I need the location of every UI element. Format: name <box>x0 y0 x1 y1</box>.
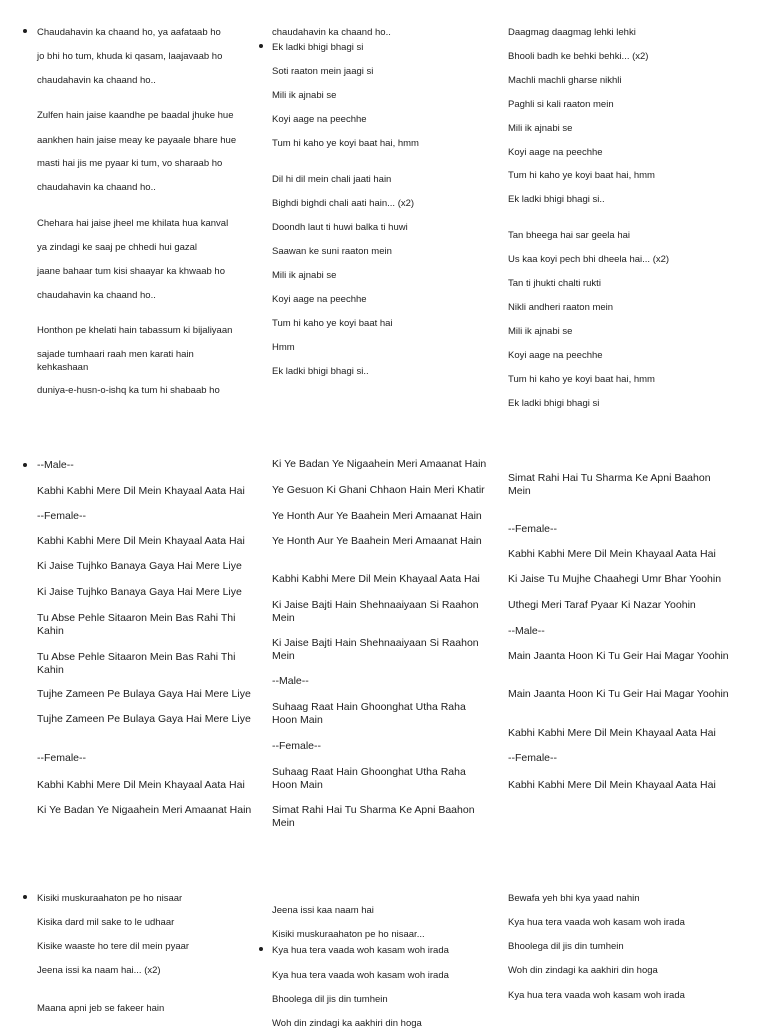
lyric-line: Bhooli badh ke behki behki... (x2) <box>508 51 649 62</box>
lyric-line: Doondh laut ti huwi balka ti huwi <box>272 222 408 233</box>
lyric-line: Simat Rahi Hai Tu Sharma Ke Apni Baahon Mein <box>508 472 711 497</box>
lyric-line: Kya hua tera vaada woh kasam woh irada <box>508 917 685 928</box>
lyric-line: Bewafa yeh bhi kya yaad nahin <box>508 893 640 904</box>
lyric-line: Kabhi Kabhi Mere Dil Mein Khayaal Aata Hai <box>37 535 245 547</box>
lyric-line: --Male-- <box>508 625 545 637</box>
lyric-line: Honthon pe khelati hain tabassum ki bijaliyaan <box>37 325 233 336</box>
lyric-line: Mili ik ajnabi se <box>272 90 337 101</box>
lyric-line: Paghli si kali raaton mein <box>508 99 614 110</box>
lyric-line: Suhaag Raat Hain Ghoonghat Utha Raha Hoon Main <box>272 701 466 726</box>
lyric-line: Bhoolega dil jis din tumhein <box>272 994 388 1005</box>
lyric-line: Mili ik ajnabi se <box>508 326 573 337</box>
lyric-line: --Female-- <box>37 510 86 522</box>
lyric-line: jaane bahaar tum kisi shaayar ka khwaab ho <box>37 266 226 277</box>
lyric-line: Uthegi Meri Taraf Pyaar Ki Nazar Yoohin <box>508 599 696 611</box>
lyric-line: Soti raaton mein jaagi si <box>272 66 374 77</box>
lyric-line: Nikli andheri raaton mein <box>508 302 614 313</box>
lyric-line: Tan ti jhukti chalti rukti <box>508 278 601 289</box>
lyric-line: Kisiki muskuraahaton pe ho nisaar <box>37 893 183 904</box>
lyric-line: Chaudahavin ka chaand ho, ya aafataab ho <box>37 27 221 38</box>
bullet-marker <box>23 895 27 899</box>
lyric-line: Saawan ke suni raaton mein <box>272 246 392 257</box>
lyric-line: Kisike waaste ho tere dil mein pyaar <box>37 941 190 952</box>
lyric-line: Tan bheega hai sar geela hai <box>508 230 631 241</box>
lyric-line: --Female-- <box>37 752 86 764</box>
lyric-line: --Male-- <box>37 459 74 471</box>
lyric-line: Mili ik ajnabi se <box>272 270 337 281</box>
lyric-line: Kabhi Kabhi Mere Dil Mein Khayaal Aata Hai <box>508 548 716 560</box>
lyric-line: sajade tumhaari raah men karati hain kehkashaan <box>37 349 194 373</box>
lyric-line: chaudahavin ka chaand ho.. <box>37 290 156 301</box>
lyric-line: Ki Jaise Bajti Hain Shehnaaiyaan Si Raahon Mein <box>272 637 479 662</box>
lyric-line: Dil hi dil mein chali jaati hain <box>272 174 392 185</box>
lyric-line: Ye Gesuon Ki Ghani Chhaon Hain Meri Khatir <box>272 484 485 496</box>
lyric-line: Machli machli gharse nikhli <box>508 75 622 86</box>
lyric-line: chaudahavin ka chaand ho.. <box>37 182 156 193</box>
lyric-line: Kabhi Kabhi Mere Dil Mein Khayaal Aata Hai <box>37 779 245 791</box>
lyric-line: Koyi aage na peechhe <box>508 147 603 158</box>
lyric-line: Kisika dard mil sake to le udhaar <box>37 917 175 928</box>
bullet-marker <box>23 29 27 33</box>
lyric-line: Ek ladki bhigi bhagi si.. <box>272 366 369 377</box>
lyric-line: Ki Jaise Tujhko Banaya Gaya Hai Mere Liye <box>37 560 242 572</box>
lyric-line: --Female-- <box>272 740 321 752</box>
lyric-line: Ye Honth Aur Ye Baahein Meri Amaanat Hain <box>272 535 482 547</box>
lyric-line: Kabhi Kabhi Mere Dil Mein Khayaal Aata Hai <box>508 727 716 739</box>
lyric-line: Ki Jaise Tu Mujhe Chaahegi Umr Bhar Yoohin <box>508 573 722 585</box>
lyric-line: Hmm <box>272 342 295 353</box>
lyric-line: aankhen hain jaise meay ke payaale bhare hue <box>37 135 237 146</box>
lyric-line: Simat Rahi Hai Tu Sharma Ke Apni Baahon Mein <box>272 804 475 829</box>
lyric-line: Ki Jaise Bajti Hain Shehnaaiyaan Si Raahon Mein <box>272 599 479 624</box>
lyric-line: Bighdi bighdi chali aati hain... (x2) <box>272 198 415 209</box>
song-block-chaudahavin <box>0 0 768 430</box>
lyric-line: Main Jaanta Hoon Ki Tu Geir Hai Magar Yoohin <box>508 688 729 700</box>
lyric-line: Ki Ye Badan Ye Nigaahein Meri Amaanat Hain <box>272 458 487 470</box>
lyric-line: Jeena issi kaa naam hai <box>272 905 374 916</box>
bullet-marker <box>259 947 263 951</box>
lyric-line: Tum hi kaho ye koyi baat hai, hmm <box>272 138 419 149</box>
lyric-line: Ek ladki bhigi bhagi si <box>272 42 364 53</box>
lyric-line: Koyi aage na peechhe <box>508 350 603 361</box>
lyric-line: Daagmag daagmag lehki lehki <box>508 27 636 38</box>
lyric-line: Ye Honth Aur Ye Baahein Meri Amaanat Hain <box>272 510 482 522</box>
lyric-line: Bhoolega dil jis din tumhein <box>508 941 624 952</box>
lyric-line: Zulfen hain jaise kaandhe pe baadal jhuke hue <box>37 110 234 121</box>
lyric-line: Main Jaanta Hoon Ki Tu Geir Hai Magar Yoohin <box>508 650 729 662</box>
lyric-line: Kya hua tera vaada woh kasam woh irada <box>508 990 685 1001</box>
lyric-line: Tum hi kaho ye koyi baat hai <box>272 318 393 329</box>
lyric-line: Tum hi kaho ye koyi baat hai, hmm <box>508 374 655 385</box>
lyric-line: Tujhe Zameen Pe Bulaya Gaya Hai Mere Liye <box>37 713 251 725</box>
lyric-line: Kabhi Kabhi Mere Dil Mein Khayaal Aata Hai <box>508 779 716 791</box>
lyric-line: duniya-e-husn-o-ishq ka tum hi shabaab ho <box>37 385 220 396</box>
lyric-line: Jeena issi ka naam hai... (x2) <box>37 965 161 976</box>
bullet-marker <box>23 463 27 467</box>
lyric-line: Kisiki muskuraahaton pe ho nisaar... <box>272 929 425 940</box>
lyric-line: masti hai jis me pyaar ki tum, vo sharaab ho <box>37 158 223 169</box>
lyric-line: Woh din zindagi ka aakhiri din hoga <box>508 965 658 976</box>
lyric-line: Tum hi kaho ye koyi baat hai, hmm <box>508 170 655 181</box>
lyric-line: Kabhi Kabhi Mere Dil Mein Khayaal Aata Hai <box>272 573 480 585</box>
lyric-line: Mili ik ajnabi se <box>508 123 573 134</box>
lyric-line: Kabhi Kabhi Mere Dil Mein Khayaal Aata Hai <box>37 485 245 497</box>
lyric-line: --Female-- <box>508 752 557 764</box>
lyric-line: Tu Abse Pehle Sitaaron Mein Bas Rahi Thi Kahin <box>37 651 236 676</box>
lyric-line: jo bhi ho tum, khuda ki qasam, laajavaab ho <box>37 51 223 62</box>
lyric-line: Kya hua tera vaada woh kasam woh irada <box>272 945 449 956</box>
lyric-line: Us kaa koyi pech bhi dheela hai... (x2) <box>508 254 670 265</box>
lyric-line: --Female-- <box>508 523 557 535</box>
song-block-kabhi-kabhi <box>0 430 768 860</box>
lyric-line: chaudahavin ka chaand ho.. <box>272 27 391 38</box>
lyric-line: Koyi aage na peechhe <box>272 294 367 305</box>
lyric-line: Maana apni jeb se fakeer hain <box>37 1003 165 1014</box>
lyric-line: Tujhe Zameen Pe Bulaya Gaya Hai Mere Liye <box>37 688 251 700</box>
lyric-line: Ek ladki bhigi bhagi si.. <box>508 194 605 205</box>
lyric-line: Ek ladki bhigi bhagi si <box>508 398 600 409</box>
lyric-line: Ki Jaise Tujhko Banaya Gaya Hai Mere Liye <box>37 586 242 598</box>
lyric-line: Kya hua tera vaada woh kasam woh irada <box>272 970 449 981</box>
lyric-line: chaudahavin ka chaand ho.. <box>37 75 156 86</box>
lyric-line: Koyi aage na peechhe <box>272 114 367 125</box>
song-block-jeena-issi-ka-naam <box>0 860 768 1029</box>
bullet-marker <box>259 44 263 48</box>
lyric-line: Ki Ye Badan Ye Nigaahein Meri Amaanat Hain <box>37 804 252 816</box>
lyric-line: Tu Abse Pehle Sitaaron Mein Bas Rahi Thi Kahin <box>37 612 236 637</box>
lyric-line: Suhaag Raat Hain Ghoonghat Utha Raha Hoon Main <box>272 766 466 791</box>
lyric-line: Chehara hai jaise jheel me khilata hua kanval <box>37 218 229 229</box>
lyric-line: Woh din zindagi ka aakhiri din hoga <box>272 1018 422 1029</box>
lyric-line: --Male-- <box>272 675 309 687</box>
lyric-line: ya zindagi ke saaj pe chhedi hui gazal <box>37 242 198 253</box>
